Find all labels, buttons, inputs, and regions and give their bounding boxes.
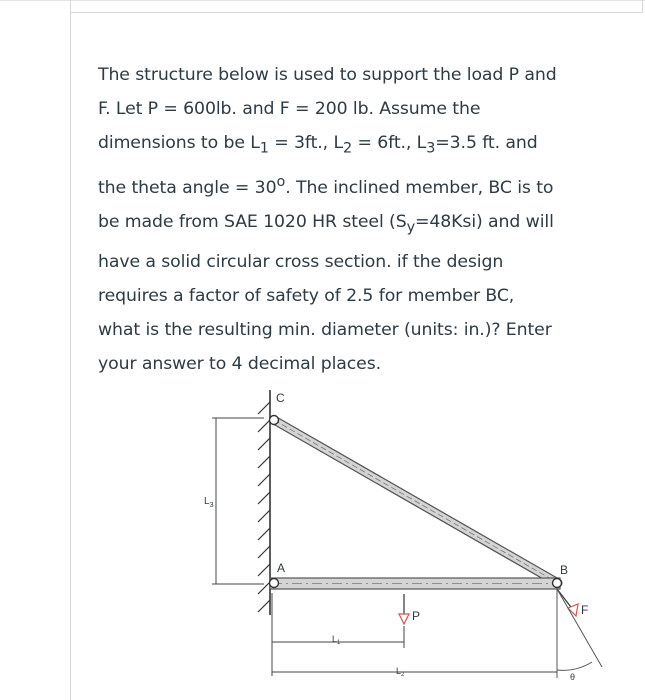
label-f: F [581,603,589,617]
question-line-5: be made from SAE 1020 HR steel $(S_y=48Ksi)$ and will [98,212,554,236]
joint-b [553,579,562,588]
top-divider [0,0,645,1]
label-a: A [277,561,286,575]
question-line-9: your answer to 4 decimal places. [98,353,382,374]
question-line-6: have a solid circular cross section. if the design [98,251,504,272]
load-p-arrowhead [399,614,409,624]
content-frame-right-border [642,0,643,13]
label-c: C [276,391,285,405]
content-frame-top-border [70,12,643,13]
question-line-8: what is the resulting min. diameter (units: in.)? Enter [98,319,552,340]
theta-reference-inclined [557,589,602,667]
wall-hatching [258,402,270,612]
joint-c [270,416,279,425]
l2-label: $L_2$ [396,666,405,678]
question-line-1: The structure below is used to support the load P and [98,65,557,85]
l1-dimension [272,593,404,676]
label-p: P [412,609,421,623]
l3-label: $L_3$ [204,496,214,509]
joint-a [270,579,279,588]
question-line-7: requires a factor of safety of 2.5 for member BC, [98,285,515,306]
label-theta: θ [570,672,576,682]
content-frame-left-border [70,0,71,700]
l1-label: $L_1$ [332,634,341,646]
structure-diagram [190,380,630,695]
l3-dimension [212,418,264,584]
theta-arc [557,662,592,670]
question-line-4: the theta angle = $30^o$. The inclined member, BC is to [98,174,554,199]
question-line-2: F. Let P = 600lb. and F = 200 lb. Assume the [98,99,481,119]
question-text [98,58,638,381]
question-line-3: dimensions to be $L_1 = 3ft$., $L_2 = 6ft$., $L_3=3.5$ ft. and [98,133,538,157]
label-b: B [560,563,569,577]
